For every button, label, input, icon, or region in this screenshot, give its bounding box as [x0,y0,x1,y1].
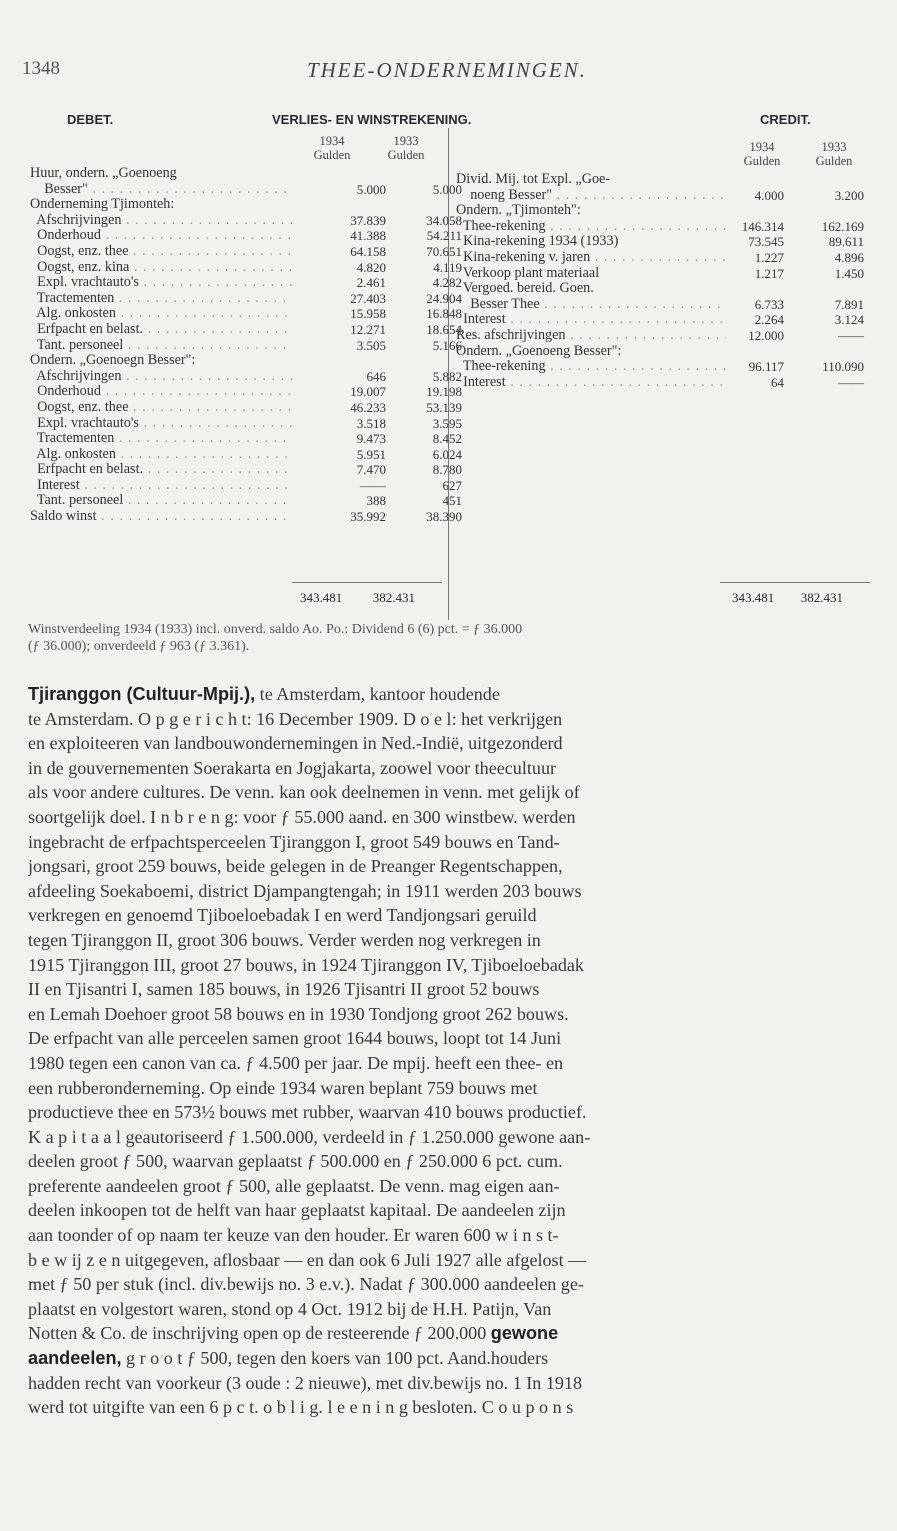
row-label: Saldo winst . . . [30,509,292,525]
table-row [30,509,462,525]
para-line [28,977,866,1002]
row-value-1934: 12.271 [350,321,386,337]
table-title: VERLIES- EN WINSTREKENING. [272,112,472,127]
debet-total-rule [292,582,442,583]
table-row [30,275,462,291]
para-line [28,1174,866,1199]
row-label: Tant. personeel . . . [30,493,292,509]
table-row [456,312,868,328]
row-value-1933: 16.848 [426,306,462,322]
table-row [456,359,868,375]
para-text: met ƒ 50 per stuk (incl. div.bewijs no. 3 e.v.). Nadat ƒ 300.000 aandeelen ge- [28,1274,584,1295]
row-label: Ondern. „Goenoegn Besser": [30,353,196,369]
row-value-1934: 3.518 [356,415,386,431]
row-value-1933: 18.654 [426,321,462,337]
row-value-1933: 627 [442,477,462,493]
row-value-1934: 4.820 [356,259,386,275]
row-value-1934: 146.314 [741,218,784,234]
row-value-1934: 4.000 [754,187,784,203]
debet-rows [30,166,462,525]
para-text: b e w ij z e n uitgegeven, aflosbaar — en dan ook 6 Juli 1927 alle afgelost — [28,1249,587,1270]
para-text: g r o o t ƒ 500, tegen den koers van 100 pct. Aand.houders [121,1348,549,1369]
para-line [28,830,866,855]
row-label: Besser Thee . . . [456,297,726,313]
page-header [22,58,872,84]
row-value-1933: 53.139 [426,399,462,415]
para-text: te Amsterdam, kantoor houdende [255,684,500,704]
para-text: als voor andere cultures. De venn. kan ook deelnemen in venn. met gelijk of [28,782,580,803]
note-line: Winstverdeeling 1934 (1933) incl. onverd. saldo Ao. Po.: Dividend 6 (6) pct. = ƒ 36.000 [28,622,523,637]
para-text: soortgelijk doel. I n b r e n g: voor ƒ 55.000 aand. en 300 winstbew. werden [28,806,576,827]
para-text: plaatst en volgestort waren, stond op 4 Oct. 1912 bij de H.H. Patijn, Van [28,1298,552,1319]
table-row [456,328,868,344]
row-value-1933: 34.058 [426,212,462,228]
row-value-1933: 3.595 [432,415,462,431]
para-text: jongsari, groot 259 bouws, beide gelegen in de Preanger Regentschappen, [28,856,563,877]
credit-total-1934: 343.481 [732,590,775,605]
row-label: Interest . . . [456,312,726,328]
para-line [28,1076,866,1101]
credit-column [456,172,868,390]
row-label: Thee-rekening . . . [456,359,726,375]
row-label: Afschrijvingen . . . [30,213,292,229]
row-value-1933: 6.024 [432,446,462,462]
credit-rows [456,172,868,390]
row-label: Oogst, enz. kina . . . [30,260,292,276]
emphasis-aandeelen: aandeelen, [28,1348,122,1369]
row-label: Kina-rekening v. jaren . . . [456,250,726,266]
row-label: Ondern. „Tjimonteh": [456,203,581,219]
table-row [30,260,462,276]
row-value-1933: 8.780 [432,462,462,478]
row-label: Alg. onkosten . . . [30,447,292,463]
debet-totals [300,590,415,606]
row-value-1934: 388 [366,493,386,509]
row-value-1934: 64 [771,374,784,390]
para-text: deelen inkoopen tot de helft van haar geplaatst kapitaal. De aandeelen zijn [28,1200,566,1221]
row-value-1933: 162.169 [821,218,864,234]
para-line [28,731,866,756]
para-text: De erfpacht van alle perceelen samen groot 1644 bouws, loopt tot 14 Juni [28,1028,562,1049]
row-label: Oogst, enz. thee . . . [30,400,292,416]
table-row [30,291,462,307]
table-row [456,375,868,391]
row-value-1934: 35.992 [350,509,386,525]
row-label: Onderneming Tjimonteh: [30,197,175,213]
para-line [28,1100,866,1125]
profit-distribution-note [28,622,868,655]
para-lines [28,707,866,1420]
para-text: deelen groot ƒ 500, waarvan geplaatst ƒ 500.000 en ƒ 250.000 6 pct. cum. [28,1151,563,1172]
table-row [30,244,462,260]
running-title: THEE-ONDERNEMINGEN. [306,58,588,82]
para-line [28,1149,866,1174]
para-line [28,1272,866,1297]
table-row [456,203,868,219]
row-value-1933: 4.282 [432,275,462,291]
para-text: ingebracht de erfpachtsperceelen Tjiranggon I, groot 549 bouws en Tand- [28,831,560,852]
table-row [30,400,462,416]
row-value-1934: 41.388 [350,228,386,244]
row-label: Divid. Mij. tot Expl. „Goe- [456,172,611,187]
row-label: Tractementen . . . [30,431,292,447]
row-value-1934: 5.951 [356,446,386,462]
emphasis-gewone: gewone [490,1323,559,1344]
row-value-1934: 5.000 [356,181,386,197]
row-value-1933: 89.611 [828,234,864,250]
para-text: te Amsterdam. O p g e r i c h t: 16 December 1909. D o e l: het verkrijgen [28,708,563,729]
para-line [28,928,866,953]
col-unit: Gulden [313,148,351,162]
row-label: Erfpacht en belast. . . . [30,322,292,338]
row-value-1933: 70.651 [426,243,462,259]
col-unit: Gulden [387,148,425,162]
row-value-1934: 64.158 [350,243,386,259]
para-line [28,1371,866,1396]
col-unit: Gulden [815,154,853,168]
row-value-1933: 19.198 [426,384,462,400]
company-name: Tjiranggon (Cultuur-Mpij.), [28,684,256,704]
col-unit: Gulden [743,154,781,168]
row-value-1933: 5.166 [432,337,462,353]
debet-col-1933 [370,134,442,162]
row-value-1934: 27.403 [350,290,386,306]
row-value-1934: 96.117 [748,359,784,375]
row-value-1933: 5.882 [432,368,462,384]
row-value-1934: 12.000 [748,327,784,343]
para-text: een rubberonderneming. Op einde 1934 waren beplant 759 bouws met [28,1077,538,1098]
row-value-1934: 46.233 [350,399,386,415]
para-line [28,780,866,805]
para-line [28,1198,866,1223]
table-row [30,493,462,509]
table-row [30,197,462,213]
table-row [30,213,462,229]
table-row [456,219,868,235]
row-label: Ondern. „Goenoeng Besser": [456,343,622,359]
table-row [30,322,462,338]
row-label: Tractementen . . . [30,291,292,307]
row-label: Res. afschrijvingen . . . [456,328,726,344]
credit-totals [732,590,843,606]
row-value-1933: 4.896 [834,249,864,265]
row-value-1934: 6.733 [754,296,784,312]
row-value-1934: 7.470 [356,462,386,478]
para-line [28,1395,866,1420]
note-line: (ƒ 36.000); onverdeeld ƒ 963 (ƒ 3.361). [28,638,250,654]
row-value-1934: —— [360,477,386,493]
table-row [30,166,462,182]
row-label: Tant. personeel . . . [30,338,292,354]
table-row [30,182,462,198]
para-line [28,879,866,904]
para-text: en Lemah Doehoer groot 58 bouws en in 1930 Tondjong groot 262 bouws. [28,1003,569,1024]
row-value-1934: 19.007 [350,384,386,400]
para-line [28,1026,866,1051]
table-row [456,172,868,188]
table-row [30,353,462,369]
debet-col-1934 [292,134,372,162]
row-value-1934: 9.473 [356,431,386,447]
para-text: Notten & Co. de inschrijving open op de resteerende ƒ 200.000 [28,1323,491,1344]
table-row [30,306,462,322]
row-label: Interest . . . [30,478,292,494]
table-row [30,478,462,494]
para-line [28,903,866,928]
row-label: Oogst, enz. thee . . . [30,244,292,260]
credit-total-1933: 382.431 [800,590,843,605]
para-line [28,1248,866,1273]
row-label: Afschrijvingen . . . [30,369,292,385]
row-value-1934: 1.227 [754,249,784,265]
row-value-1934: 1.217 [754,265,784,281]
col-year: 1933 [821,140,847,154]
table-row [30,431,462,447]
para-text: hadden recht van voorkeur (3 oude : 2 nieuwe), met div.bewijs no. 1 In 1918 [28,1372,583,1393]
row-value-1933: 3.124 [834,312,864,328]
row-label: Interest . . . [456,375,726,391]
row-label: Alg. onkosten . . . [30,306,292,322]
para-text: 1980 tegen een canon van ca. ƒ 4.500 per jaar. De mpij. heeft een thee- en [28,1052,564,1073]
table-row [30,447,462,463]
credit-col-1933 [796,140,872,168]
row-value-1934: 646 [366,368,386,384]
table-row [456,297,868,313]
row-value-1933: 8.452 [432,431,462,447]
debet-label: DEBET. [67,112,114,127]
para-line [28,1002,866,1027]
row-label: Expl. vrachtauto's . . . [30,275,292,291]
table-row [456,250,868,266]
table-row [456,188,868,204]
row-label: Erfpacht en belast. . . . [30,462,292,478]
table-row [30,338,462,354]
para-line [28,1223,866,1248]
row-label: Verkoop plant materiaal [456,265,600,281]
row-value-1933: —— [838,374,864,390]
para-text: verkregen en genoemd Tjiboeloebadak I en werd Tandjongsari geruild [28,905,537,926]
row-label: Huur, ondern. „Goenoeng [30,166,177,181]
page-number: 1348 [22,58,60,79]
col-year: 1933 [393,134,419,148]
row-value-1933: 24.904 [426,290,462,306]
row-label: Thee-rekening . . . [456,219,726,235]
row-value-1933: 451 [442,493,462,509]
row-label: Kina-rekening 1934 (1933) [456,234,619,250]
para-text: tegen Tjiranggon II, groot 306 bouws. Verder werden nog verkregen in [28,929,541,950]
row-value-1933: 4.119 [433,259,462,275]
row-label: Onderhoud . . . [30,228,292,244]
para-line [28,682,866,707]
table-row [456,281,868,297]
table-row [30,228,462,244]
row-value-1934: 2.461 [356,275,386,291]
row-value-1933: 54.211 [426,228,462,244]
row-value-1934: 73.545 [748,234,784,250]
table-row [30,462,462,478]
row-value-1934: 15.958 [350,306,386,322]
para-line [28,1321,866,1346]
debet-column [30,166,462,525]
para-line [28,805,866,830]
table-row [456,344,868,360]
para-text: in de gouvernementen Soerakarta en Jogjakarta, zoowel voor theecultuur [28,757,557,778]
para-line [28,707,866,732]
debet-total-1934: 343.481 [300,590,343,605]
credit-label: CREDIT. [760,112,811,127]
row-label: Besser" . . . [30,182,292,198]
row-value-1934: 37.839 [350,212,386,228]
para-line [28,1346,866,1371]
para-text: 1915 Tjiranggon III, groot 27 bouws, in 1924 Tjiranggon IV, Tjiboeloebadak [28,954,584,975]
row-value-1933: 5.000 [432,181,462,197]
para-text: preferente aandeelen groot ƒ 500, alle geplaatst. De venn. mag eigen aan- [28,1175,560,1196]
para-line [28,1051,866,1076]
row-value-1934: 2.264 [754,312,784,328]
row-label: Expl. vrachtauto's . . . [30,416,292,432]
row-value-1933: 1.450 [834,265,864,281]
row-value-1933: 38.390 [426,509,462,525]
debet-total-1933: 382.431 [372,590,415,605]
para-text: en exploiteeren van landbouwondernemingen in Ned.-Indië, uitgezonderd [28,733,563,754]
para-text: aan toonder of op naam ter keuze van den houder. Er waren 600 w i n s t- [28,1225,559,1246]
para-text: II en Tjisantri I, samen 185 bouws, in 1926 Tjisantri II groot 52 bouws [28,979,540,1000]
para-text: werd tot uitgifte van een 6 p c t. o b l i g. l e e n i n g besloten. C o u p o n s [28,1397,574,1418]
company-description [28,682,866,1420]
para-text: K a p i t a a l geautoriseerd ƒ 1.500.000, verdeeld in ƒ 1.250.000 gewone aan- [28,1126,591,1147]
para-line [28,1125,866,1150]
table-row [456,234,868,250]
row-value-1934: 3.505 [356,337,386,353]
row-label: Vergoed. bereid. Goen. [456,281,594,297]
row-value-1933: —— [838,327,864,343]
para-text: productieve thee en 573½ bouws met rubber, waarvan 410 bouws productief. [28,1102,587,1123]
row-label: Onderhoud . . . [30,384,292,400]
credit-total-rule [720,582,870,583]
row-label: noeng Besser" . . . [456,188,726,204]
row-value-1933: 3.200 [834,187,864,203]
row-value-1933: 7.891 [834,296,864,312]
col-year: 1934 [319,134,345,148]
para-line [28,953,866,978]
table-row [456,266,868,282]
credit-col-1934 [722,140,802,168]
para-line [28,756,866,781]
para-text: afdeeling Soekaboemi, district Djampangtengah; in 1911 werden 203 bouws [28,880,582,901]
para-line [28,1297,866,1322]
table-row [30,369,462,385]
col-year: 1934 [749,140,775,154]
table-row [30,384,462,400]
row-value-1933: 110.090 [822,359,864,375]
para-line [28,854,866,879]
table-row [30,416,462,432]
